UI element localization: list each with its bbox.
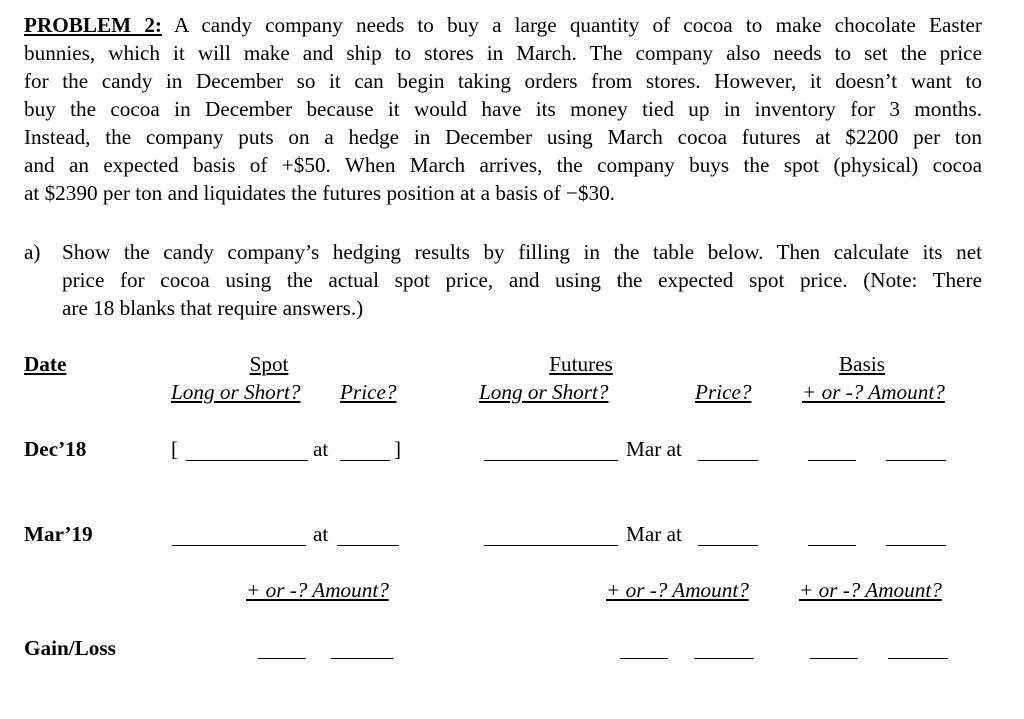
mar19-basis-sign-blank[interactable] <box>808 545 856 546</box>
part-a-marker: a) <box>24 240 41 264</box>
dec18-spot-price-blank[interactable] <box>340 460 390 461</box>
row-dec18-bracket-open: [ <box>171 437 179 461</box>
futures-amount-header: + or -? Amount? <box>606 578 749 602</box>
problem-line-7: at $2390 per ton and liquidates the futures position at a basis of −$30. <box>24 181 615 205</box>
spot-long-short-header: Long or Short? <box>171 380 301 404</box>
spot-header: Spot <box>249 352 289 376</box>
spot-amount-header: + or -? Amount? <box>246 578 389 602</box>
basis-header: Basis <box>839 352 885 376</box>
row-dec18-date: Dec’18 <box>24 437 87 461</box>
basis-sub-header: + or -? Amount? <box>802 380 945 404</box>
gain-loss-futures-amount-blank[interactable] <box>694 658 754 659</box>
part-a-text <box>62 238 982 322</box>
dec18-futures-long-short-blank[interactable] <box>484 460 618 461</box>
gain-loss-spot-amount-blank[interactable] <box>331 658 393 659</box>
gain-loss-basis-sign-blank[interactable] <box>810 658 858 659</box>
mar19-futures-long-short-blank[interactable] <box>484 545 618 546</box>
row-mar19-at: at <box>313 522 329 546</box>
spot-price-header: Price? <box>340 380 397 404</box>
dec18-spot-long-short-blank[interactable] <box>186 460 308 461</box>
gain-loss-basis-amount-blank[interactable] <box>888 658 948 659</box>
problem-line-5: Instead, the company puts on a hedge in December using March cocoa futures at $2200 per ton <box>24 125 982 149</box>
part-a-line-3: are 18 blanks that require answers.) <box>62 296 364 320</box>
row-dec18-mar-at: Mar at <box>626 437 682 461</box>
problem-line-6: and an expected basis of +$50. When March arrives, the company buys the spot (physical) cocoa <box>24 153 982 177</box>
row-mar19-date: Mar’19 <box>24 522 93 546</box>
dec18-basis-amount-blank[interactable] <box>886 460 946 461</box>
problem-line-1: PROBLEM 2: A candy company needs to buy a large quantity of cocoa to make chocolate Easter <box>24 13 982 37</box>
row-mar19-mar-at: Mar at <box>626 522 682 546</box>
row-dec18-bracket-close: ] <box>394 437 402 461</box>
gain-loss-spot-sign-blank[interactable] <box>258 658 306 659</box>
problem-line-4: buy the cocoa in December because it would have its money tied up in inventory for 3 months. <box>24 97 982 121</box>
problem-line-3: for the candy in December so it can begin taking orders from stores. However, it doesn’t want to <box>24 69 982 93</box>
problem-line-2: bunnies, which it will make and ship to stores in March. The company also needs to set the price <box>24 41 982 65</box>
mar19-basis-amount-blank[interactable] <box>886 545 946 546</box>
futures-header: Futures <box>549 352 613 376</box>
gain-loss-label: Gain/Loss <box>24 636 116 660</box>
futures-price-header: Price? <box>695 380 752 404</box>
dec18-futures-price-blank[interactable] <box>698 460 758 461</box>
mar19-futures-price-blank[interactable] <box>698 545 758 546</box>
basis-amount-header: + or -? Amount? <box>799 578 942 602</box>
mar19-spot-price-blank[interactable] <box>337 545 399 546</box>
problem-statement <box>24 11 982 207</box>
part-a-line-2: price for cocoa using the actual spot price, and using the expected spot price. (Note: There <box>62 268 982 292</box>
problem-label: PROBLEM 2: <box>24 13 162 37</box>
futures-long-short-header: Long or Short? <box>479 380 609 404</box>
part-a-line-1: Show the candy company’s hedging results by filling in the table below. Then calculate its net <box>62 240 982 264</box>
gain-loss-futures-sign-blank[interactable] <box>620 658 668 659</box>
row-dec18-at: at <box>313 437 329 461</box>
mar19-spot-long-short-blank[interactable] <box>172 545 306 546</box>
dec18-basis-sign-blank[interactable] <box>808 460 856 461</box>
date-header: Date <box>24 352 67 376</box>
